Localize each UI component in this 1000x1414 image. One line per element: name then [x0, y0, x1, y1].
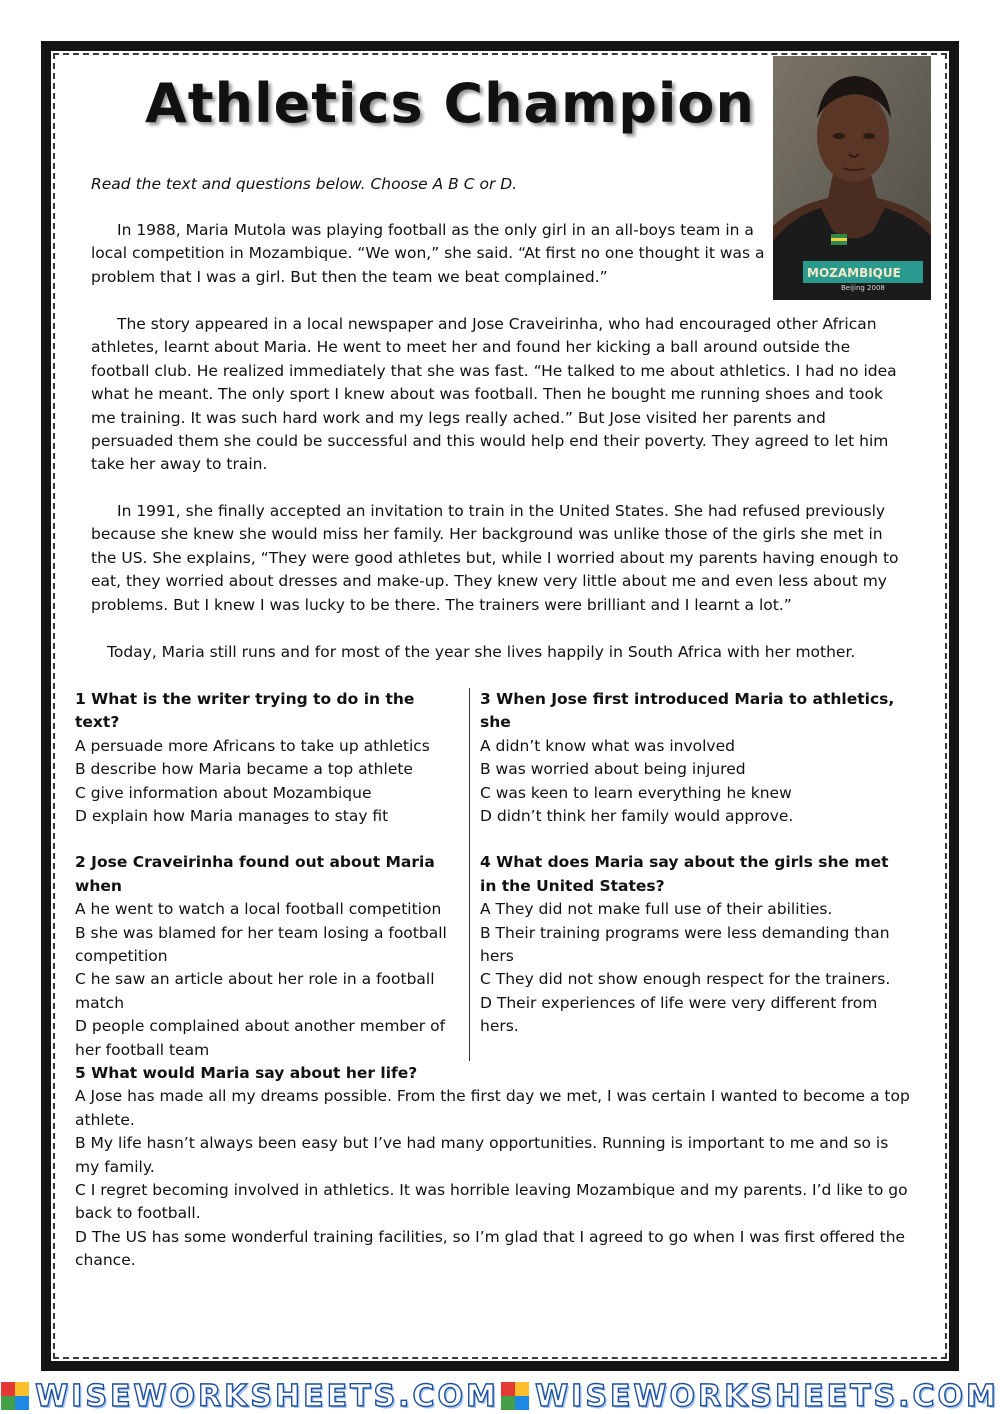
paragraph-1: In 1988, Maria Mutola was playing football as the only girl in an all-boys team in a local competition in Mozambique. “We won,” she said. “At first no one thought it was a problem that I was a girl. But then the team we beat complained.” — [91, 221, 765, 286]
column-divider — [469, 688, 470, 1061]
jersey-text: MOZAMBIQUE — [807, 266, 901, 280]
question-1-option-a: A persuade more Africans to take up athletics — [75, 736, 430, 755]
watermark-footer — [0, 1379, 1000, 1413]
question-5-option-d: D The US has some wonderful training facilities, so I’m glad that I agreed to go when I was first offered the chance. — [75, 1227, 906, 1270]
watermark-text-left: WISEWORKSHEETS.COM — [35, 1378, 499, 1414]
question-4-option-a: A They did not make full use of their abilities. — [480, 900, 833, 919]
question-1-option-b: B describe how Maria became a top athlete — [75, 760, 413, 779]
question-3-option-c: C was keen to learn everything he knew — [480, 783, 792, 802]
question-1-option-c: C give information about Mozambique — [75, 783, 372, 802]
question-4-text: 4 What does Maria say about the girls she met in the United States? — [480, 853, 889, 895]
question-2-option-b: B she was blamed for her team losing a football competition — [75, 923, 447, 966]
question-1-text: 1 What is the writer trying to do in the text? — [75, 690, 415, 732]
question-1 — [75, 688, 463, 1062]
question-2-option-a: A he went to watch a local football competition — [75, 900, 442, 919]
question-3 — [480, 688, 908, 1039]
question-1-option-d: D explain how Maria manages to stay fit — [75, 807, 389, 826]
question-4-option-d: D Their experiences of life were very different from hers. — [480, 993, 878, 1036]
question-5-option-c: C I regret becoming involved in athletics. It was horrible leaving Mozambique and my parents. I’d like to go back to football. — [75, 1181, 908, 1223]
watermark-left — [1, 1379, 499, 1414]
watermark-right — [501, 1379, 999, 1414]
question-5-option-b: B My life hasn’t always been easy but I’ve had many opportunities. Running is important to me and so is my family. — [75, 1134, 889, 1176]
question-5-option-a: A Jose has made all my dreams possible. From the first day we met, I was certain I wanted to become a top athlete. — [75, 1087, 910, 1129]
question-4-option-b: B Their training programs were less demanding than hers — [480, 923, 890, 966]
question-5 — [75, 1062, 911, 1273]
wiseworksheets-logo-icon — [501, 1382, 529, 1410]
paragraph-2: The story appeared in a local newspaper and Jose Craveirinha, who had encouraged other African athletes, learnt about Maria. He went to meet her and found her kicking a ball around outside the football club. He realized immediately that she was fast. “He talked to me about athletics. I had no idea what he meant. The only sport I knew about was football. Then he bought me running shoes and took me training. It was such hard work and my legs really ached.” But Jose visited her parents and persuaded them she could be successful and this would help end their poverty. They agreed to let him take her away to train. — [91, 315, 897, 474]
question-3-option-a: A didn’t know what was involved — [480, 736, 735, 755]
question-2-text: 2 Jose Craveirinha found out about Maria when — [75, 853, 435, 895]
question-5-text: 5 What would Maria say about her life? — [75, 1064, 418, 1082]
question-2-option-d: D people complained about another member of her football team — [75, 1017, 446, 1059]
question-2-option-c: C he saw an article about her role in a football match — [75, 970, 435, 1012]
question-3-text: 3 When Jose first introduced Maria to athletics, she — [480, 690, 895, 732]
paragraph-4: Today, Maria still runs and for most of the year she lives happily in South Africa with her mother. — [107, 643, 856, 661]
instructions: Read the text and questions below. Choose A B C or D. — [91, 175, 518, 193]
question-4-option-c: C They did not show enough respect for the trainers. — [480, 970, 891, 989]
event-text: Beijing 2008 — [841, 284, 885, 292]
page-title: Athletics Champion — [145, 72, 755, 135]
question-3-option-d: D didn’t think her family would approve. — [480, 807, 794, 826]
watermark-text-right: WISEWORKSHEETS.COM — [535, 1378, 999, 1414]
paragraph-3: In 1991, she finally accepted an invitation to train in the United States. She had refused previously because she knew she would miss her family. Her background was unlike those of the girls she met in the US. She explains, “They were good athletes but, while I worried about my parents having enough to eat, they worried about dresses and make-up. They knew very little about me and even less about my problems. But I knew I was lucky to be there. The trainers were brilliant and I learnt a lot.” — [91, 502, 899, 614]
athlete-photo — [773, 56, 931, 300]
wiseworksheets-logo-icon — [1, 1382, 29, 1410]
question-3-option-b: B was worried about being injured — [480, 760, 746, 779]
